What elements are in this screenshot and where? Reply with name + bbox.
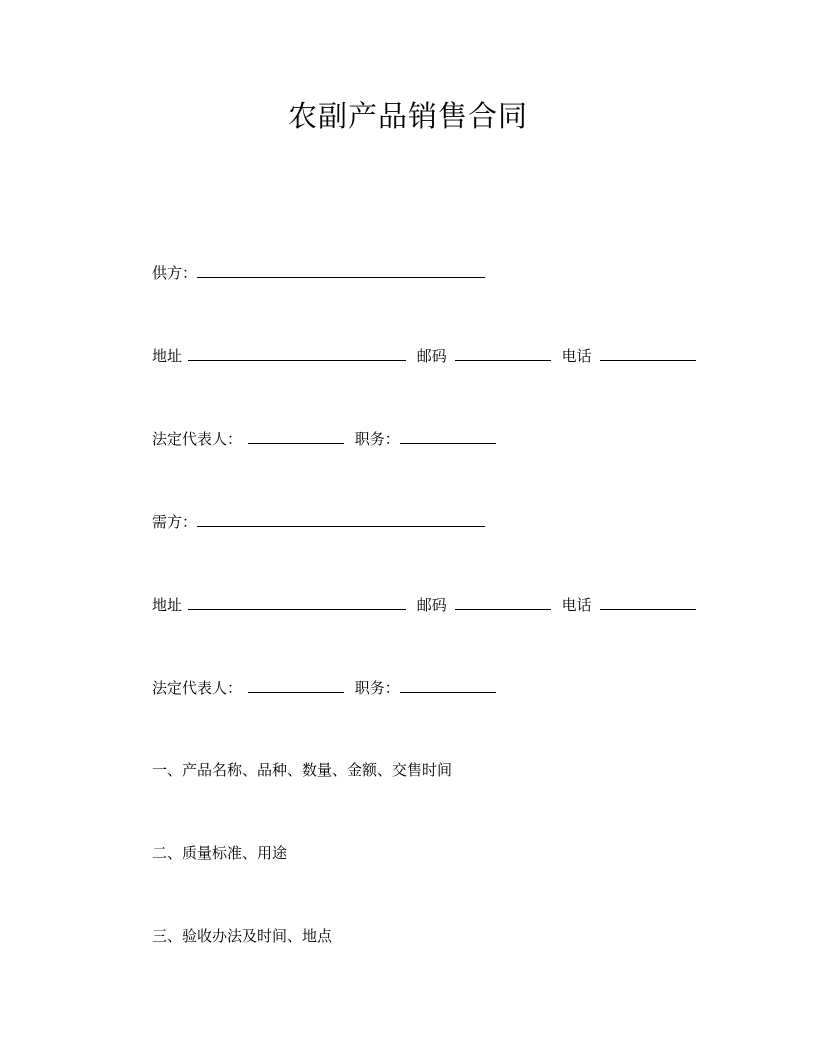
supplier-position-blank [400, 427, 496, 444]
supplier-postcode-label: 邮码 [416, 347, 447, 365]
supplier-rep-blank [248, 427, 344, 444]
supplier-phone-label: 电话 [561, 347, 592, 365]
buyer-name-blank [197, 510, 485, 527]
buyer-rep-blank [248, 676, 344, 693]
buyer-address-blank [188, 593, 406, 610]
buyer-position-label: 职务： [354, 679, 400, 697]
buyer-position-blank [400, 676, 496, 693]
section-heading: 一、产品名称、品种、数量、金额、交售时间 [152, 761, 453, 779]
buyer-postcode-label: 邮码 [416, 596, 447, 614]
buyer-phone-blank [600, 593, 696, 610]
buyer-address-label: 地址 [152, 596, 183, 614]
buyer-line [152, 510, 485, 532]
supplier-postcode-blank [455, 344, 551, 361]
supplier-address-label: 地址 [152, 347, 183, 365]
buyer-phone-label: 电话 [561, 596, 592, 614]
supplier-address-line [152, 344, 696, 366]
supplier-rep-label: 法定代表人： [152, 430, 243, 448]
section-heading: 三、验收办法及时间、地点 [152, 927, 333, 945]
supplier-line [152, 261, 485, 283]
supplier-rep-line [152, 427, 496, 449]
buyer-address-line [152, 593, 696, 615]
document-title: 农副产品销售合同 [287, 99, 528, 133]
buyer-rep-label: 法定代表人： [152, 679, 243, 697]
buyer-label: 需方： [152, 513, 198, 531]
supplier-label: 供方： [152, 264, 198, 282]
section-heading: 二、质量标准、用途 [152, 844, 288, 862]
buyer-rep-line [152, 676, 496, 698]
supplier-name-blank [197, 261, 485, 278]
supplier-address-blank [188, 344, 406, 361]
supplier-position-label: 职务： [354, 430, 400, 448]
buyer-postcode-blank [455, 593, 551, 610]
supplier-phone-blank [600, 344, 696, 361]
